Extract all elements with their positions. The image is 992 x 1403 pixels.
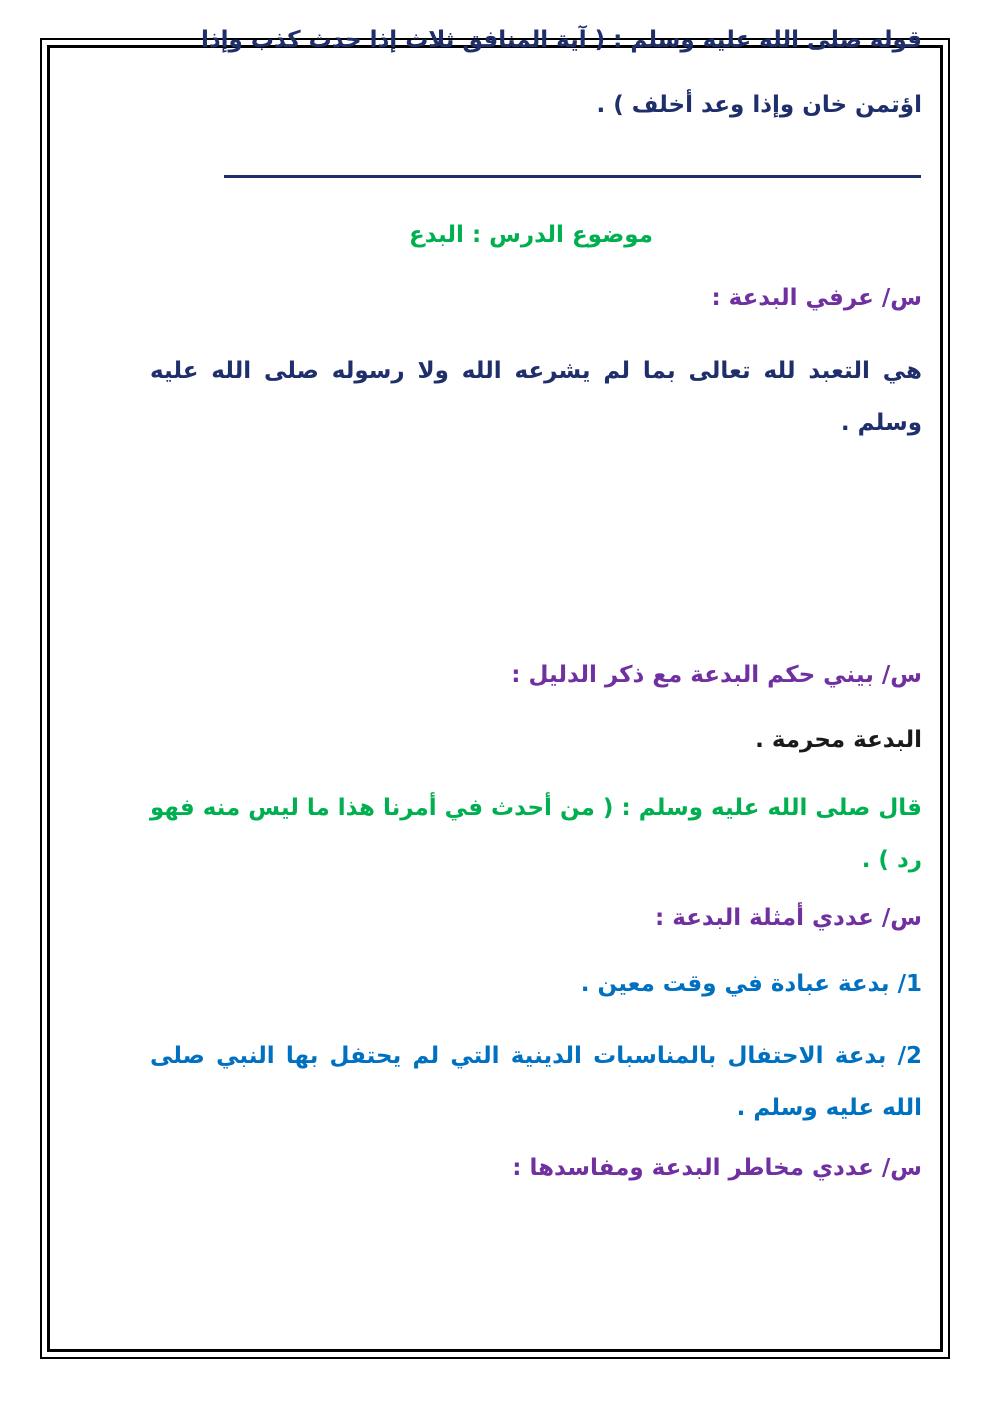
hadith-line-1-clipped [150,27,922,73]
answer-ruling-bidah: البدعة محرمة . [755,727,922,753]
question-define-bidah: س/ عرفي البدعة : [711,285,922,311]
lesson-topic-title [0,222,992,248]
hadith-line-1: قوله صلى الله عليه وسلم : ( آية المنافق ثلاث إذا حدث كذب وإذا [200,27,922,53]
hadith-evidence: قال صلى الله عليه وسلم : ( من أحدث في أمرنا هذا ما ليس منه فهو رد ) . [150,795,922,873]
answer-define-bidah: هي التعبد لله تعالى بما لم يشرعه الله ولا رسوله صلى الله عليه وسلم . [150,358,922,436]
example-item-1: 1/ بدعة عبادة في وقت معين . [580,971,922,997]
question-ruling-bidah: س/ بيني حكم البدعة مع ذكر الدليل : [511,662,922,688]
lesson-topic-text: موضوع الدرس : البدع [409,222,653,248]
hadith-line-2: اؤتمن خان وإذا وعد أخلف ) . [596,92,922,118]
section-divider [224,175,921,178]
question-dangers-bidah: س/ عددي مخاطر البدعة ومفاسدها : [512,1155,922,1181]
question-examples-bidah: س/ عددي أمثلة البدعة : [655,905,922,931]
example-item-2: 2/ بدعة الاحتفال بالمناسبات الدينية التي لم يحتفل بها النبي صلى الله عليه وسلم . [150,1043,922,1121]
